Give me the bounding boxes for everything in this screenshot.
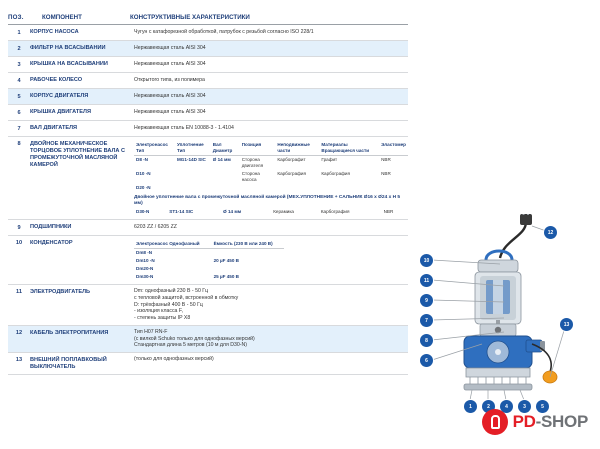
- sub-row: [134, 208, 408, 216]
- logo-pd: PD: [512, 412, 536, 431]
- header-component: КОМПОНЕНТ: [42, 14, 82, 21]
- seal-subtable-2: [134, 208, 408, 216]
- table-row: [8, 73, 408, 89]
- cable-line: Тип H07 RN-F: [134, 328, 168, 335]
- table-header-row: [8, 14, 408, 25]
- motor-line: Dm: однофазный 230 В - 50 Гц: [134, 288, 209, 295]
- callout-10[interactable]: 10: [420, 254, 433, 267]
- callout-11[interactable]: 11: [420, 274, 433, 287]
- logo-text: [513, 412, 588, 432]
- cell-shaft: Ø 14 мм: [212, 156, 231, 162]
- row-component: ДВОЙНОЕ МЕХАНИЧЕСКОЕ ТОРЦОВОЕ УПЛОТНЕНИЕ ВАЛА С ПРОМЕЖУТОЧНОЙ МАСЛЯНОЙ КАМЕРОЙ: [30, 141, 126, 168]
- cell-pump: D20 -N: [136, 184, 151, 190]
- cell-seal: MG1-14D SIC: [176, 156, 206, 162]
- row-number: 6: [17, 109, 21, 116]
- motor-line: D: трёхфазный 400 В - 50 Гц: [134, 301, 203, 308]
- cell-shaft: [211, 170, 240, 184]
- cell-fixed: Керамика: [273, 209, 294, 215]
- table-row: [8, 105, 408, 121]
- cell-pump: D8 -N: [136, 156, 148, 162]
- callout-3[interactable]: 3: [518, 400, 531, 413]
- pd-shop-logo[interactable]: [482, 409, 588, 435]
- seal-note: Двойное уплотнение вала с промежуточной масляной камерой (МЕХ.УПЛОТНЕНИЕ + САЛЬНИК Ø16 х Ø24 х Н 5 мм): [134, 194, 401, 207]
- row-description: Нержавеющая сталь AISI 304: [134, 45, 206, 52]
- cell-capacity: 20 µF 450 B: [213, 258, 239, 264]
- row-description: Чугун с катафорезной обработкой, патрубок с резьбой согласно ISO 228/1: [134, 29, 314, 36]
- sub-header: Эластомер: [379, 141, 408, 155]
- row-number: 2: [17, 45, 21, 52]
- row-number: 5: [17, 93, 21, 100]
- cell-shaft: [211, 184, 240, 192]
- sub-row: [134, 155, 408, 169]
- row-component: ПОДШИПНИКИ: [30, 224, 72, 231]
- row-description: Открытого типа, из полимера: [134, 77, 205, 84]
- callout-4[interactable]: 4: [500, 400, 513, 413]
- row-number: 9: [17, 224, 21, 231]
- logo-shop: -SHOP: [535, 412, 588, 431]
- row-description: [134, 356, 408, 363]
- sub-header: Позиция: [240, 141, 276, 155]
- cell-rotating: Карбография: [321, 170, 350, 176]
- callout-8[interactable]: 8: [420, 334, 433, 347]
- cell-pump: Dm20-N: [136, 266, 154, 272]
- row-description: Нержавеющая сталь AISI 304: [134, 93, 206, 100]
- row-description: Нержавеющая сталь EN 10088-3 - 1.4104: [134, 125, 234, 132]
- row-component: ЭЛЕКТРОДВИГАТЕЛЬ: [30, 289, 91, 296]
- cell-position: Сторона двигателя: [241, 156, 264, 168]
- row-component: ФИЛЬТР НА ВСАСЫВАНИИ: [30, 45, 106, 51]
- cell-elastomer: NBR: [381, 156, 391, 162]
- row-description: Нержавеющая сталь AISI 304: [134, 109, 206, 116]
- sub-row: [134, 184, 408, 192]
- callout-12[interactable]: 12: [544, 226, 557, 239]
- row-number: 7: [17, 125, 21, 132]
- sub-header: Вал Диаметр: [211, 141, 240, 155]
- table-row: [8, 220, 408, 236]
- table-row-capacitor: [8, 236, 408, 285]
- callout-1[interactable]: 1: [464, 400, 477, 413]
- row-number: 8: [17, 141, 21, 147]
- sub-header: Неподвижные части: [275, 141, 319, 155]
- table-row-motor: [8, 285, 408, 326]
- cell-pump: D10 -N: [136, 170, 151, 176]
- row-component: КРЫШКА НА ВСАСЫВАНИИ: [30, 61, 108, 67]
- cell-capacity: [212, 265, 284, 273]
- cell-fixed: [275, 184, 319, 192]
- pump-illustration: [408, 214, 598, 414]
- motor-line: - степень защиты IP X8: [134, 315, 191, 322]
- sub-header: Электронасос Однофазный: [134, 240, 212, 248]
- cell-rotating: Карбография: [320, 209, 350, 215]
- sub-row: [134, 170, 408, 184]
- table-row-seal: [8, 137, 408, 220]
- motor-line: с тепловой защитой, встроенной в обмотку: [134, 294, 239, 301]
- callout-9[interactable]: 9: [420, 294, 433, 307]
- cell-shaft: Ø 14 мм: [223, 209, 242, 215]
- row-component: КАБЕЛЬ ЭЛЕКТРОПИТАНИЯ: [30, 329, 109, 336]
- row-component: КОРПУС НАСОСА: [30, 29, 79, 35]
- cell-rotating: Графит: [321, 156, 338, 162]
- cell-seal: [175, 184, 211, 192]
- row-description: [134, 288, 408, 322]
- cell-fixed: Карбографит: [277, 156, 306, 162]
- sub-header: Ёмкость (230 В или 240 В): [212, 240, 284, 248]
- header-pos: ПОЗ.: [8, 14, 24, 21]
- cell-position: Сторона насоса: [241, 170, 260, 182]
- table-row: [8, 89, 408, 105]
- row-description: 6203 ZZ / 6205 ZZ: [134, 224, 177, 231]
- cell-pump: Dm30-N: [136, 274, 154, 280]
- cell-elastomer: NBR: [383, 209, 394, 215]
- row-component: КОРПУС ДВИГАТЕЛЯ: [30, 93, 89, 99]
- callout-2[interactable]: 2: [482, 400, 495, 413]
- sub-header: Уплотнение Тип: [175, 141, 211, 155]
- row-number: 12: [15, 329, 23, 336]
- row-number: 11: [16, 289, 22, 296]
- float-line: (только для однофазных версий): [134, 356, 214, 363]
- row-component: ВАЛ ДВИГАТЕЛЯ: [30, 125, 78, 131]
- cell-rotating: [319, 184, 379, 192]
- callout-6[interactable]: 6: [420, 354, 433, 367]
- cell-position: [240, 184, 276, 192]
- row-description: [134, 329, 408, 349]
- table-row: [8, 41, 408, 57]
- cell-seal: ST1-14 SIC: [169, 209, 194, 215]
- callout-5[interactable]: 5: [536, 400, 549, 413]
- sub-row: [134, 249, 284, 257]
- row-number: 4: [17, 77, 21, 84]
- cable-line: Стандартная длина 5 метров (10 м для D30-N): [134, 342, 247, 349]
- cell-capacity: [212, 249, 284, 257]
- row-description: [134, 239, 408, 281]
- sub-row: [134, 265, 284, 273]
- row-description: [134, 140, 408, 216]
- specification-table: [8, 14, 408, 375]
- table-row: [8, 25, 408, 41]
- cell-pump: Dm8 -N: [136, 250, 153, 256]
- row-number: 13: [15, 357, 23, 364]
- sub-row: [134, 273, 284, 281]
- capacitor-subtable: [134, 240, 284, 281]
- table-row: [8, 57, 408, 73]
- cell-pump: Dm10 -N: [136, 258, 155, 264]
- cell-position: [264, 208, 272, 216]
- row-number: 1: [17, 29, 21, 36]
- table-row: [8, 121, 408, 137]
- sub-row: [134, 257, 284, 265]
- cell-elastomer: NBR: [381, 170, 391, 176]
- callout-13[interactable]: 13: [560, 318, 573, 331]
- callout-7[interactable]: 7: [420, 314, 433, 327]
- table-row-cable: [8, 326, 408, 353]
- row-component: РАБОЧЕЕ КОЛЕСО: [30, 77, 83, 83]
- pump-drawing: [408, 214, 598, 414]
- sub-header: Материалы Вращающиеся части: [319, 141, 379, 155]
- row-component: КРЫШКА ДВИГАТЕЛЯ: [30, 109, 91, 115]
- cell-capacity: 25 µF 450 B: [213, 274, 239, 280]
- cell-elastomer: [379, 184, 408, 192]
- row-component: КОНДЕНСАТОР: [30, 240, 73, 247]
- row-number: 3: [17, 61, 21, 68]
- cell-pump: D30-N: [136, 209, 150, 215]
- seal-subtable: [134, 141, 408, 192]
- row-number: 10: [15, 240, 23, 247]
- motor-line: - изоляция класса F,: [134, 308, 183, 315]
- header-characteristics: КОНСТРУКТИВНЫЕ ХАРАКТЕРИСТИКИ: [130, 14, 250, 21]
- sub-header: Электронасос Тип: [134, 141, 175, 155]
- cable-line: (с вилкой Schuko только для однофазных версий): [134, 335, 255, 342]
- cell-fixed: Карбография: [277, 170, 306, 176]
- row-component: ВНЕШНИЙ ПОПЛАВКОВЫЙ ВЫКЛЮЧАТЕЛЬ: [30, 357, 107, 371]
- row-description: Нержавеющая сталь AISI 304: [134, 61, 206, 68]
- cell-seal: [175, 170, 211, 184]
- table-row-float-switch: [8, 353, 408, 375]
- drop-icon: [482, 409, 508, 435]
